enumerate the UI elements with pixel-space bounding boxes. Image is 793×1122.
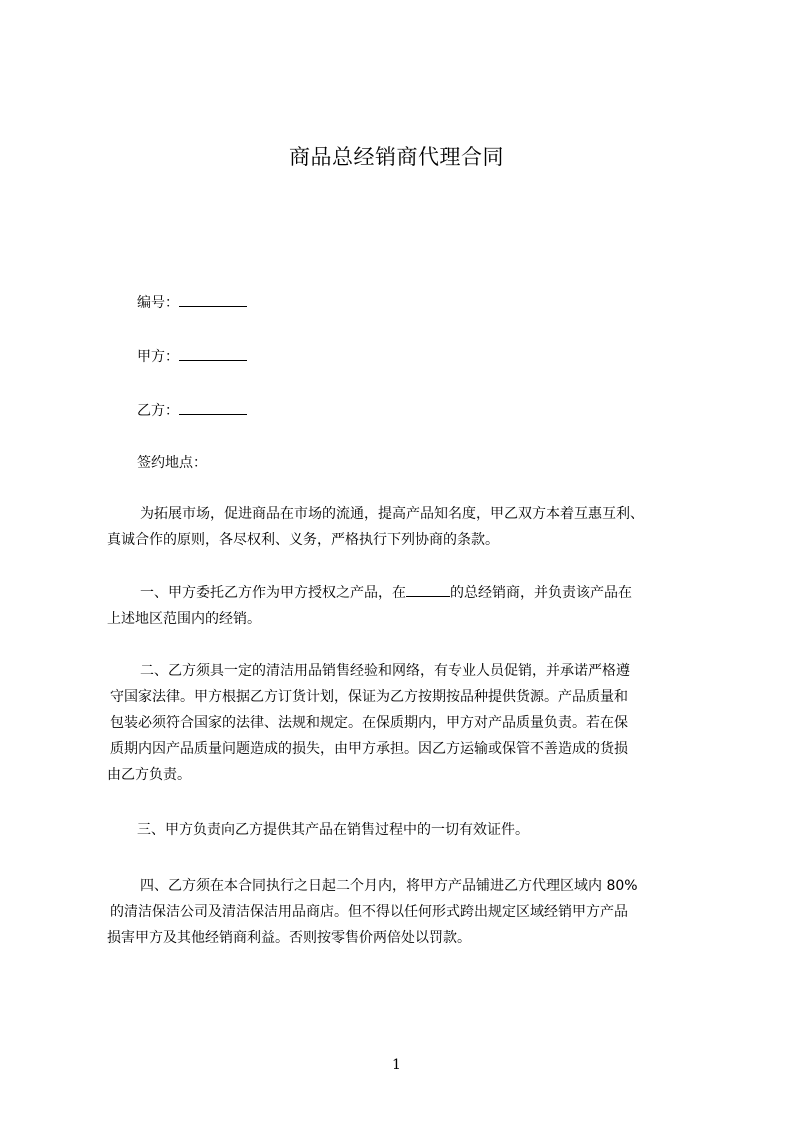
clause-1-line-1-pre: 一、甲方委托乙方作为甲方授权之产品，在 [140, 585, 406, 601]
clause-4-line-3: 损害甲方及其他经销商利益。否则按零售价两倍处以罚款。 [107, 930, 471, 946]
party-b-blank [179, 400, 247, 415]
clause-2-paragraph [107, 658, 630, 788]
clause-1-line-1 [107, 580, 632, 606]
clause-3-line-1: 三、甲方负责向乙方提供其产品在销售过程中的一切有效证件。 [137, 822, 529, 838]
clause-1-paragraph [107, 580, 632, 632]
clause-2-line-1: 二、乙方须具一定的清洁用品销售经验和网络，有专业人员促销，并承诺严格遵 [140, 663, 630, 679]
contract-number-label: 编号： [137, 295, 179, 311]
intro-line-2: 真诚合作的原则，各尽权利、义务，严格执行下列协商的条款。 [107, 532, 499, 548]
clause-2-line-2: 守国家法律。甲方根据乙方订货计划，保证为乙方按期按品种提供货源。产品质量和 [110, 689, 628, 705]
party-b-label: 乙方： [137, 403, 179, 419]
clause-2-line-4: 质期内因产品质量问题造成的损失，由甲方承担。因乙方运输或保管不善造成的货损 [110, 741, 628, 757]
clause-1-line-1-post: 的总经销商，并负责该产品在 [450, 585, 632, 601]
party-a-blank [179, 346, 247, 361]
party-a-field [137, 346, 247, 367]
contract-number-blank [179, 292, 247, 307]
clause-4-line-1: 四、乙方须在本合同执行之日起二个月内，将甲方产品铺进乙方代理区域内 80% [140, 878, 638, 894]
clause-2-line-3: 包装必须符合国家的法律、法规和规定。在保质期内，甲方对产品质量负责。若在保 [110, 715, 628, 731]
clause-2-line-5: 由乙方负责。 [107, 767, 191, 783]
party-b-field [137, 400, 247, 421]
clause-4-line-2: 的清洁保洁公司及清洁保洁用品商店。但不得以任何形式跨出规定区域经销甲方产品 [110, 904, 628, 920]
page-number: 1 [392, 1057, 401, 1073]
region-blank [406, 582, 450, 597]
contract-number-field [137, 292, 247, 313]
party-a-label: 甲方： [137, 349, 179, 365]
clause-3-paragraph [107, 817, 529, 843]
clause-4-paragraph [107, 873, 638, 951]
clause-1-line-2: 上述地区范围内的经销。 [107, 611, 261, 627]
signing-location-field [137, 453, 207, 473]
intro-line-1: 为拓展市场，促进商品在市场的流通，提高产品知名度，甲乙双方本着互惠互利、 [140, 506, 644, 522]
intro-paragraph [107, 501, 644, 553]
signing-location-label: 签约地点： [137, 455, 207, 471]
contract-title: 商品总经销商代理合同 [289, 145, 504, 169]
